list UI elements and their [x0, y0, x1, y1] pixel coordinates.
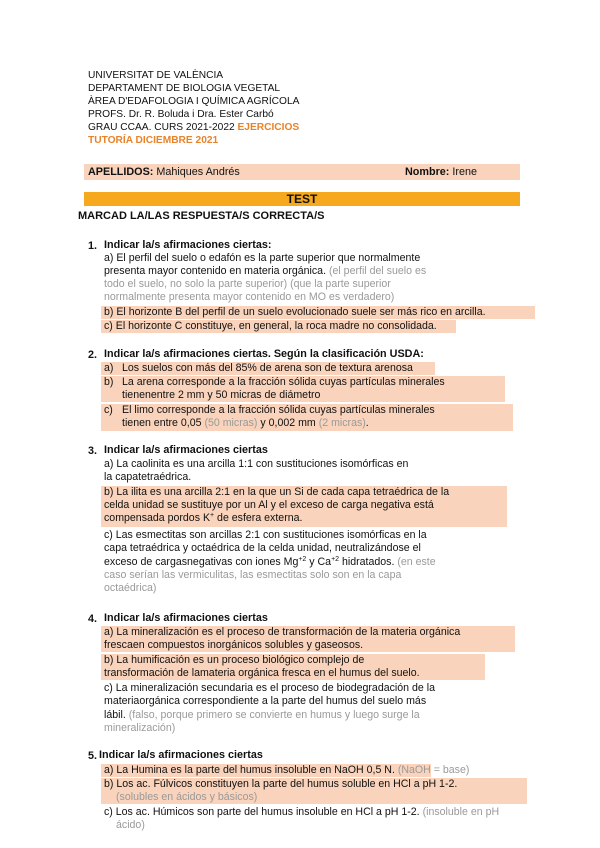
question-number: 4. [88, 613, 98, 625]
instruction: MARCAD LA/LAS RESPUESTA/S CORRECTA/S [78, 210, 325, 222]
option-b: b) La ilita es una arcilla 2:1 en la que un Si de cada capa tetraédrica de la [104, 486, 450, 498]
note: (NaOH = base) [397, 764, 470, 776]
option-b-cont: compensada pordos K+ de esfera externa. [104, 512, 303, 524]
note: (el perfil del suelo es [328, 265, 427, 277]
option-b: La arena corresponde a la fracción sólida cuyas partículas minerales [122, 376, 445, 388]
option-a: a) El perfil del suelo o edafón es la parte superior que normalmente [104, 252, 421, 264]
note: ácido) [116, 819, 145, 831]
note: mineralización) [104, 722, 176, 734]
question-number: 1. [88, 240, 98, 252]
option-b-cont: tienenentre 2 mm y 50 micras de diámetro [122, 389, 321, 401]
question-title: Indicar la/s afirmaciones ciertas [99, 749, 263, 761]
note: todo el suelo, no solo la parte superior) (que la parte superior [104, 278, 391, 290]
note: (en este [397, 556, 436, 568]
note: octaédrica) [104, 582, 157, 594]
option-c: c) Los ac. Húmicos son parte del humus insoluble en HCl a pH 1-2. (insoluble en pH [104, 806, 500, 818]
option-a-letter: a) [104, 362, 114, 374]
option-c-cont: lábil. (falso, porque primero se convierte en humus y luego surge la [104, 709, 420, 721]
question-number: 3. [88, 445, 98, 457]
note: (falso, porque primero se convierte en humus y luego surge la [128, 709, 420, 721]
note: normalmente presenta mayor contenido en MO es verdadero) [104, 291, 395, 303]
option-b-cont: celda unidad se sustituye por un Al y el exceso de carga negativa está [104, 499, 434, 511]
option-b-letter: b) [104, 376, 114, 388]
option-c-cont: materiaorgánica correspondiente a la parte del humus del suelo más [104, 695, 427, 707]
option-a-cont: la capatetraédrica. [104, 471, 192, 483]
option-a-cont: frescaen compuestos inorgánicos solubles y gaseosos. [104, 639, 364, 651]
question-title: Indicar la/s afirmaciones ciertas. Según la clasificación USDA: [104, 348, 424, 360]
option-c: c) La mineralización secundaria es el proceso de biodegradación de la [104, 682, 435, 694]
surname-label: APELLIDOS: [88, 166, 154, 178]
question-title: Indicar la/s afirmaciones ciertas: [104, 239, 272, 251]
area-name: ÀREA D'EDAFOLOGIA I QUÍMICA AGRÍCOLA [88, 96, 300, 107]
exercises-label: EJERCICIOS [237, 122, 300, 133]
option-b: b) Los ac. Fúlvicos constituyen la parte del humus soluble en HCl a pH 1-2. [104, 778, 458, 790]
department-name: DEPARTAMENT DE BIOLOGIA VEGETAL [88, 83, 281, 94]
course-line [88, 122, 299, 133]
note: caso serían las vermiculitas, las esmectitas solo son en la capa [104, 569, 402, 581]
option-b-cont: transformación de lamateria orgánica fresca en el humus del suelo. [104, 667, 420, 679]
note: (insoluble en pH [422, 806, 500, 818]
option-c-cont: capa tetraédrica y octaédrica de la celda unidad, neutralizándose el [104, 542, 421, 554]
option-a: a) La Humina es la parte del humus insoluble en NaOH 0,5 N. (NaOH = base) [104, 764, 470, 776]
surname-field [88, 166, 240, 178]
professors: PROFS. Dr. R. Boluda i Dra. Ester Carbó [88, 109, 274, 120]
option-c-cont: tienen entre 0,05 (50 micras) y 0,002 mm (2 micras). [122, 417, 369, 429]
option-a: a) La mineralización es el proceso de transformación de la materia orgánica [104, 626, 461, 638]
option-a: Los suelos con más del 85% de arena son de textura arenosa [122, 362, 413, 374]
option-c-cont: exceso de cargasnegativas con iones $Mg^{+2}$ y $Ca^{+2}$ hidratados. (en este [104, 556, 436, 568]
option-c-letter: c) [104, 404, 113, 416]
option-c: c) Las esmectitas son arcillas 2:1 con sustituciones isomórficas en la [104, 529, 427, 541]
note: (2 micras) [318, 417, 366, 429]
name-field [405, 166, 477, 178]
surname-value: Mahiques Andrés [156, 166, 240, 178]
note: (50 micras) [204, 417, 258, 429]
name-label: Nombre: [405, 166, 450, 178]
university-name: UNIVERSITAT DE VALÈNCIA [88, 70, 224, 81]
test-title: TEST [286, 192, 318, 206]
option-b: b) El horizonte B del perfil de un suelo evolucionado suele ser más rico en arcilla. [104, 306, 486, 318]
name-value: Irene [452, 166, 477, 178]
question-number: 2. [88, 349, 98, 361]
question-title: Indicar la/s afirmaciones ciertas [104, 444, 268, 456]
tutoria-label: TUTORÍA DICIEMBRE 2021 [88, 135, 219, 146]
option-c: El limo corresponde a la fracción sólida cuyas partículas minerales [122, 404, 435, 416]
option-a: a) La caolinita es una arcilla 1:1 con sustituciones isomórficas en [104, 458, 409, 470]
option-a-cont: presenta mayor contenido en materia orgánica. (el perfil del suelo es [104, 265, 427, 277]
option-c: c) El horizonte C constituye, en general, la roca madre no consolidada. [104, 320, 437, 332]
question-title: Indicar la/s afirmaciones ciertas [104, 612, 268, 624]
option-b: b) La humificación es un proceso biológico complejo de [104, 654, 365, 666]
note: (solubles en ácidos y básicos) [116, 791, 258, 803]
course: GRAU CCAA. CURS 2021-2022 [88, 122, 235, 133]
question-number: 5. [88, 750, 98, 762]
